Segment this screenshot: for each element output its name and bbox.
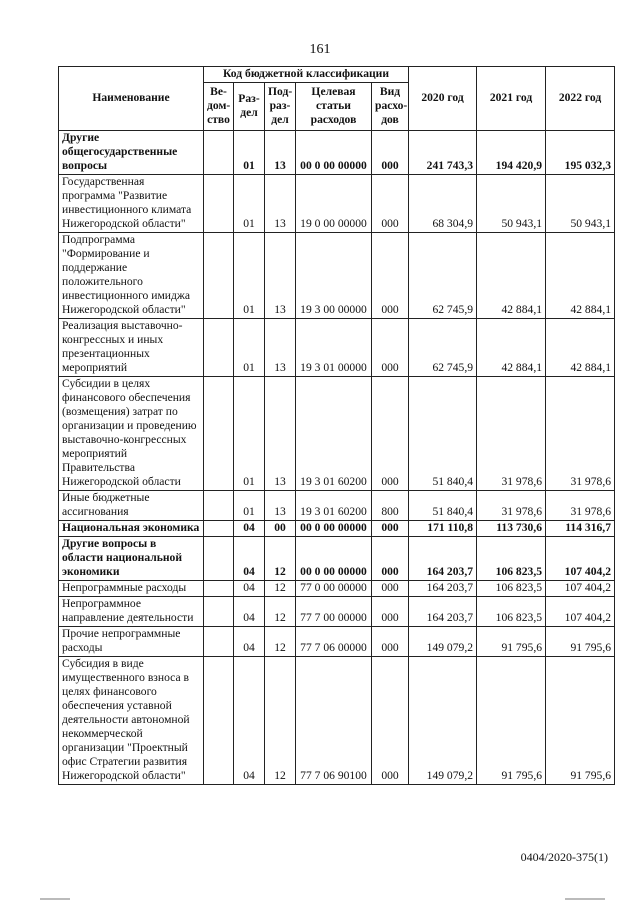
cell-podrazdel: 00	[265, 521, 296, 537]
header-podrazdel: Под-раз-дел	[265, 83, 296, 131]
cell-2022: 107 404,2	[546, 597, 615, 627]
cell-name: Непрограммное направление деятельности	[59, 597, 204, 627]
cell-vedomstvo	[204, 319, 234, 377]
table-row	[59, 521, 615, 537]
cell-podrazdel: 13	[265, 175, 296, 233]
cell-2020: 68 304,9	[409, 175, 477, 233]
cell-vid: 000	[372, 175, 409, 233]
cell-razdel: 04	[234, 581, 265, 597]
cell-podrazdel: 12	[265, 597, 296, 627]
document-code: 0404/2020-375(1)	[520, 850, 608, 864]
cell-name: Субсидия в виде имущественного взноса в целях финансового обеспечения уставной деятельности автономной некоммерческой организации "Проектный офис Стратегии развития Нижегородской области"	[59, 657, 204, 785]
budget-table	[58, 66, 615, 785]
cell-vedomstvo	[204, 233, 234, 319]
cell-vedomstvo	[204, 581, 234, 597]
table-row	[59, 597, 615, 627]
cell-2021: 106 823,5	[477, 581, 546, 597]
cell-2020: 62 745,9	[409, 233, 477, 319]
cell-vid: 000	[372, 233, 409, 319]
cell-podrazdel: 12	[265, 537, 296, 581]
cell-razdel: 01	[234, 491, 265, 521]
cell-vid: 000	[372, 131, 409, 175]
cell-name: Государственная программа "Развитие инвестиционного климата Нижегородской области"	[59, 175, 204, 233]
cell-razdel: 01	[234, 233, 265, 319]
cell-razdel: 04	[234, 597, 265, 627]
cell-vedomstvo	[204, 377, 234, 491]
cell-celevaya: 77 0 00 00000	[296, 581, 372, 597]
cell-2021: 42 884,1	[477, 233, 546, 319]
cell-2022: 107 404,2	[546, 581, 615, 597]
cell-vid: 000	[372, 597, 409, 627]
table-header	[59, 67, 615, 131]
cell-2022: 31 978,6	[546, 377, 615, 491]
cell-2021: 91 795,6	[477, 627, 546, 657]
cell-2020: 149 079,2	[409, 657, 477, 785]
header-2022: 2022 год	[546, 67, 615, 131]
cell-celevaya: 77 7 06 90100	[296, 657, 372, 785]
cell-vedomstvo	[204, 491, 234, 521]
table-row	[59, 537, 615, 581]
cell-vedomstvo	[204, 627, 234, 657]
header-vid: Вид расхо-дов	[372, 83, 409, 131]
cell-vid: 000	[372, 537, 409, 581]
cell-podrazdel: 13	[265, 131, 296, 175]
cell-celevaya: 19 3 01 60200	[296, 377, 372, 491]
cell-2021: 31 978,6	[477, 377, 546, 491]
cell-2022: 107 404,2	[546, 537, 615, 581]
page-number: 161	[309, 42, 331, 57]
cell-2022: 91 795,6	[546, 627, 615, 657]
cell-2022: 50 943,1	[546, 175, 615, 233]
cell-celevaya: 19 3 00 00000	[296, 233, 372, 319]
cell-name: Национальная экономика	[59, 521, 204, 537]
cell-vedomstvo	[204, 597, 234, 627]
cell-2022: 42 884,1	[546, 319, 615, 377]
cell-2020: 51 840,4	[409, 377, 477, 491]
cell-razdel: 01	[234, 319, 265, 377]
header-razdel: Раз-дел	[234, 83, 265, 131]
scan-artifact	[40, 898, 70, 900]
cell-podrazdel: 12	[265, 581, 296, 597]
cell-podrazdel: 13	[265, 233, 296, 319]
cell-celevaya: 00 0 00 00000	[296, 131, 372, 175]
header-name: Наименование	[59, 67, 204, 131]
cell-razdel: 01	[234, 377, 265, 491]
table-row	[59, 175, 615, 233]
cell-razdel: 04	[234, 657, 265, 785]
cell-2020: 164 203,7	[409, 597, 477, 627]
table-body	[59, 131, 615, 785]
table-row	[59, 627, 615, 657]
cell-celevaya: 00 0 00 00000	[296, 537, 372, 581]
cell-name: Реализация выставочно-конгрессных и иных презентационных мероприятий	[59, 319, 204, 377]
cell-celevaya: 19 0 00 00000	[296, 175, 372, 233]
cell-name: Другие вопросы в области национальной экономики	[59, 537, 204, 581]
cell-name: Субсидии в целях финансового обеспечения (возмещения) затрат по организации и проведению выставочно-конгрессных мероприятий Правительства Нижегородской области	[59, 377, 204, 491]
cell-vid: 000	[372, 581, 409, 597]
header-2021: 2021 год	[477, 67, 546, 131]
cell-podrazdel: 13	[265, 491, 296, 521]
table-row	[59, 131, 615, 175]
cell-2021: 42 884,1	[477, 319, 546, 377]
cell-vedomstvo	[204, 521, 234, 537]
cell-2021: 106 823,5	[477, 597, 546, 627]
cell-vid: 000	[372, 657, 409, 785]
cell-2021: 91 795,6	[477, 657, 546, 785]
cell-2020: 62 745,9	[409, 319, 477, 377]
cell-vid: 000	[372, 627, 409, 657]
cell-vedomstvo	[204, 131, 234, 175]
table-row	[59, 233, 615, 319]
cell-2021: 106 823,5	[477, 537, 546, 581]
table-row	[59, 377, 615, 491]
cell-celevaya: 19 3 01 00000	[296, 319, 372, 377]
cell-celevaya: 19 3 01 60200	[296, 491, 372, 521]
table-row	[59, 491, 615, 521]
cell-name: Непрограммные расходы	[59, 581, 204, 597]
table-row	[59, 581, 615, 597]
cell-celevaya: 77 7 06 00000	[296, 627, 372, 657]
cell-2021: 194 420,9	[477, 131, 546, 175]
cell-vid: 000	[372, 319, 409, 377]
cell-2021: 113 730,6	[477, 521, 546, 537]
cell-2021: 31 978,6	[477, 491, 546, 521]
cell-name: Подпрограмма "Формирование и поддержание положительного инвестиционного имиджа Нижегородской области"	[59, 233, 204, 319]
cell-vedomstvo	[204, 537, 234, 581]
table-row	[59, 319, 615, 377]
cell-2022: 42 884,1	[546, 233, 615, 319]
cell-celevaya: 77 7 00 00000	[296, 597, 372, 627]
cell-podrazdel: 12	[265, 657, 296, 785]
header-celevaya: Целевая статьи расходов	[296, 83, 372, 131]
cell-vedomstvo	[204, 175, 234, 233]
cell-vid: 000	[372, 377, 409, 491]
cell-2022: 114 316,7	[546, 521, 615, 537]
cell-razdel: 04	[234, 521, 265, 537]
cell-razdel: 04	[234, 537, 265, 581]
header-vedomstvo: Ве-дом-ство	[204, 83, 234, 131]
cell-2022: 31 978,6	[546, 491, 615, 521]
cell-2020: 171 110,8	[409, 521, 477, 537]
cell-razdel: 04	[234, 627, 265, 657]
header-2020: 2020 год	[409, 67, 477, 131]
cell-razdel: 01	[234, 131, 265, 175]
cell-vid: 800	[372, 491, 409, 521]
cell-vid: 000	[372, 521, 409, 537]
cell-2020: 164 203,7	[409, 537, 477, 581]
header-classification-group: Код бюджетной классификации	[204, 67, 409, 83]
cell-2021: 50 943,1	[477, 175, 546, 233]
cell-celevaya: 00 0 00 00000	[296, 521, 372, 537]
cell-name: Другие общегосударственные вопросы	[59, 131, 204, 175]
cell-razdel: 01	[234, 175, 265, 233]
cell-name: Иные бюджетные ассигнования	[59, 491, 204, 521]
cell-2022: 91 795,6	[546, 657, 615, 785]
cell-2020: 149 079,2	[409, 627, 477, 657]
cell-name: Прочие непрограммные расходы	[59, 627, 204, 657]
cell-2020: 241 743,3	[409, 131, 477, 175]
cell-2022: 195 032,3	[546, 131, 615, 175]
cell-podrazdel: 12	[265, 627, 296, 657]
table-row	[59, 657, 615, 785]
cell-podrazdel: 13	[265, 319, 296, 377]
cell-vedomstvo	[204, 657, 234, 785]
scan-artifact	[565, 898, 605, 900]
cell-2020: 51 840,4	[409, 491, 477, 521]
cell-podrazdel: 13	[265, 377, 296, 491]
cell-2020: 164 203,7	[409, 581, 477, 597]
